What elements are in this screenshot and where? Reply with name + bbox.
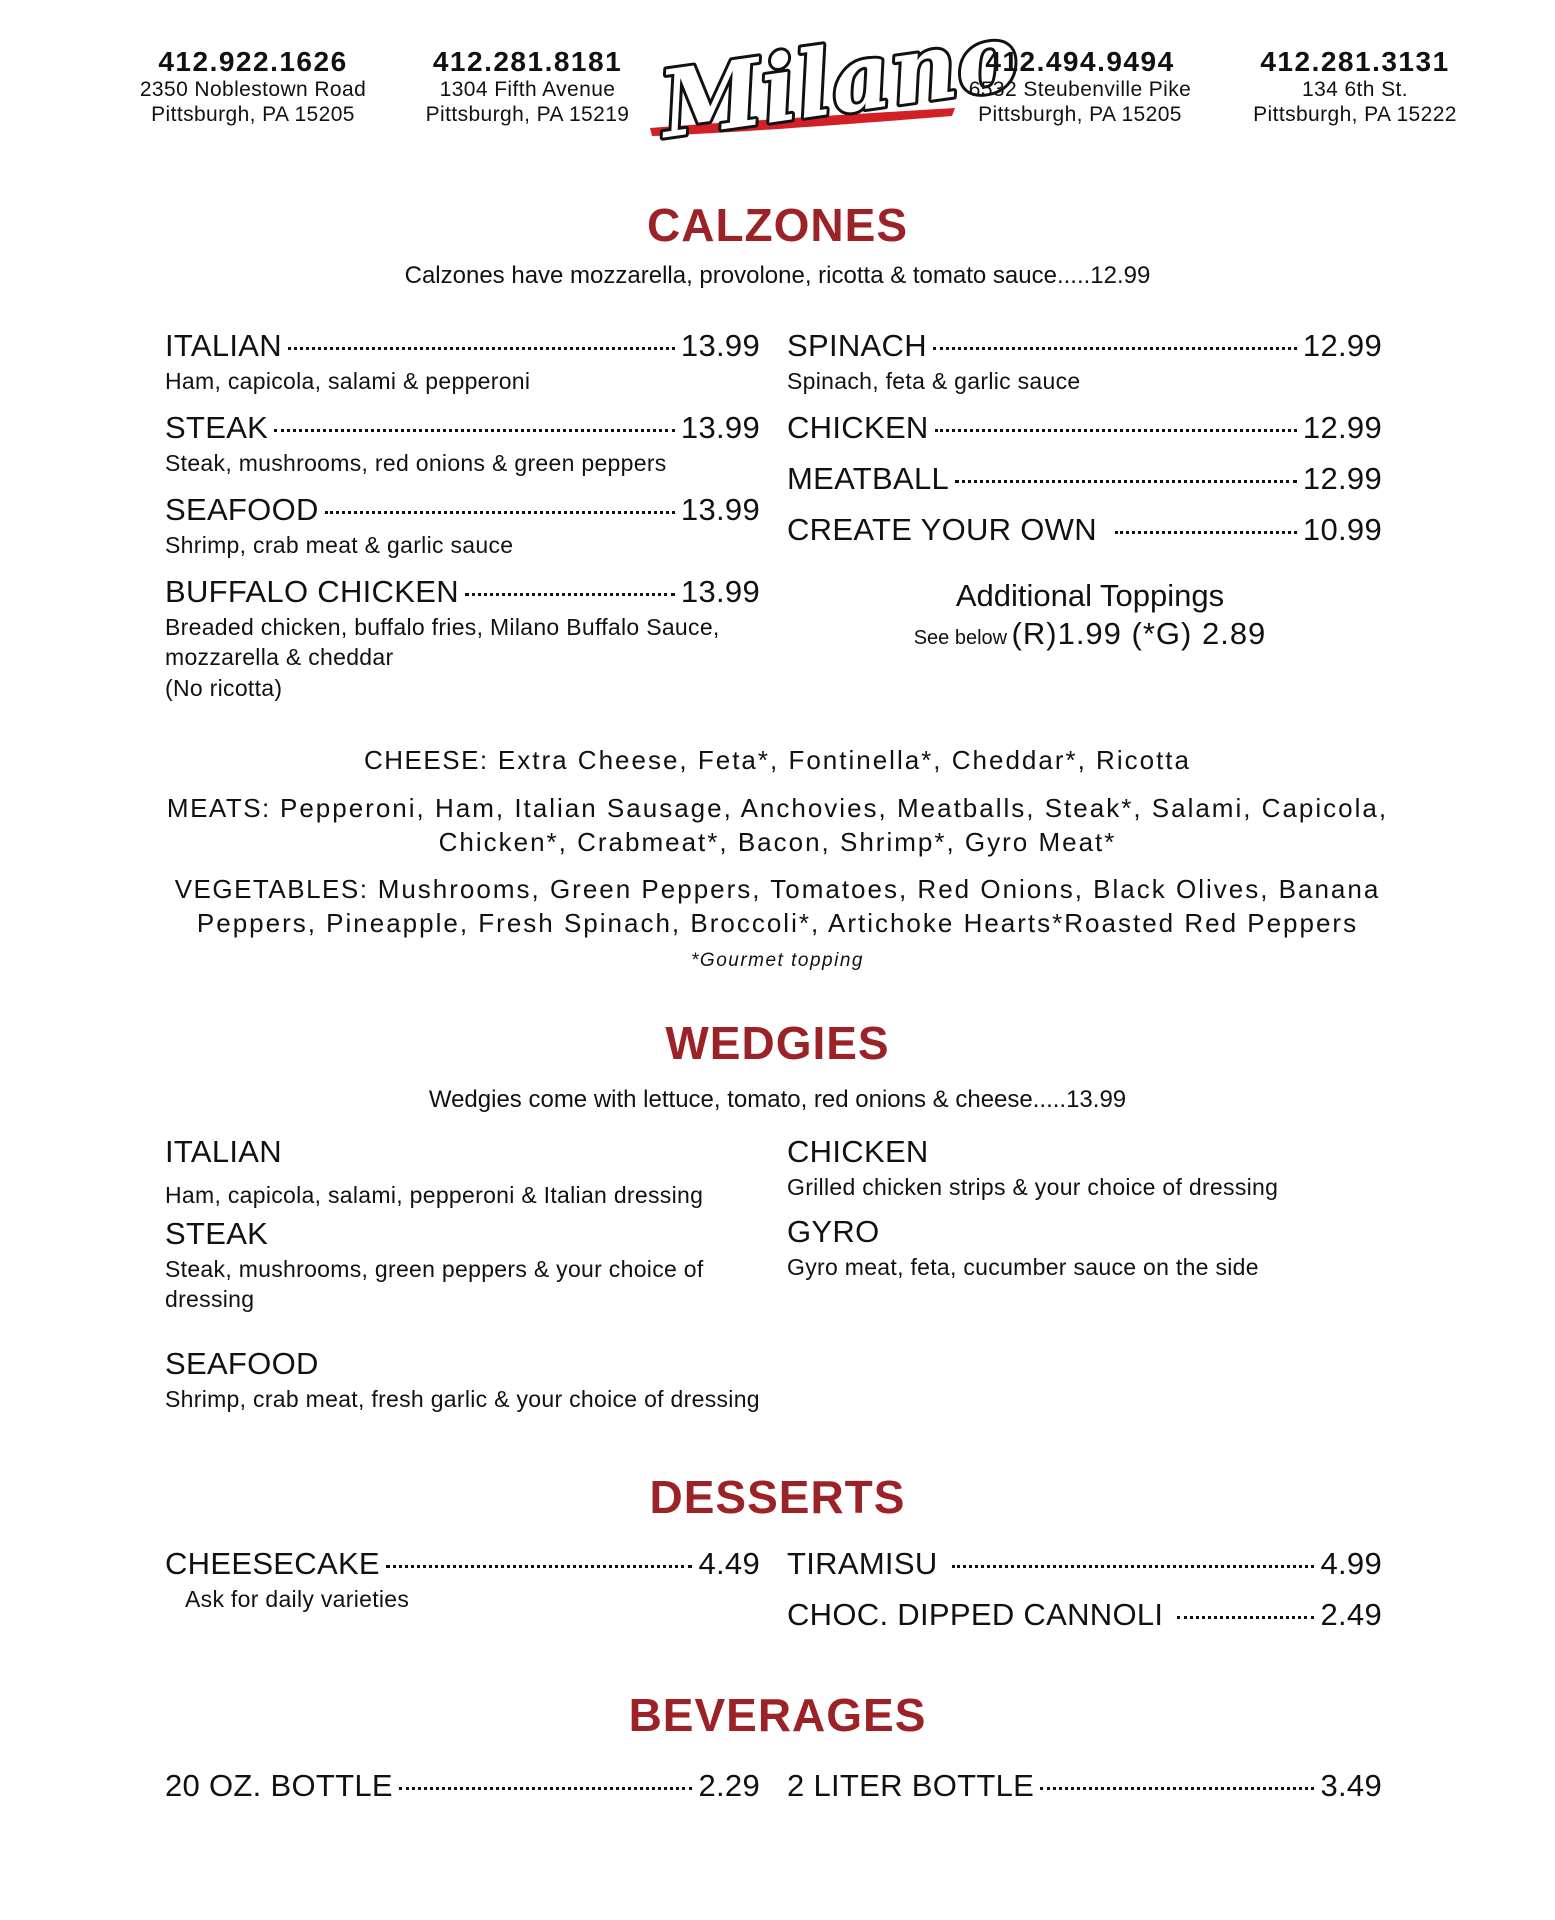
leader-dots	[274, 429, 675, 432]
topping-prices: (R)1.99 (*G) 2.89	[1011, 616, 1267, 651]
item-description: Shrimp, crab meat, fresh garlic & your choice of dressing	[165, 1386, 760, 1412]
location-street: 1304 Fifth Avenue	[439, 78, 616, 102]
location-street: 134 6th St.	[1302, 78, 1408, 102]
item-name: SPINACH	[787, 328, 927, 363]
location-phone[interactable]: 412.494.9494	[985, 46, 1175, 77]
item-name: CHICKEN	[787, 410, 929, 445]
leader-dots	[325, 511, 675, 514]
item-price: 13.99	[680, 328, 760, 363]
location-street: 2350 Noblestown Road	[139, 78, 367, 102]
item-price: 10.99	[1302, 512, 1382, 547]
menu-item-seafood-wedgie	[165, 1346, 805, 1414]
leader-dots	[952, 1565, 1315, 1568]
meats-label: MEATS:	[166, 793, 271, 823]
vegetable-toppings	[160, 873, 1395, 941]
item-name: ITALIAN	[165, 1134, 282, 1169]
menu-item-italian-wedgie	[165, 1134, 760, 1210]
location-street: 6532 Steubenville Pike	[968, 78, 1192, 102]
leader-dots	[1177, 1616, 1314, 1619]
location-city: Pittsburgh, PA 15219	[425, 102, 630, 126]
item-name: 2 LITER BOTTLE	[787, 1768, 1035, 1803]
item-description: dressing	[165, 1286, 255, 1313]
menu-item-tiramisu	[787, 1546, 1382, 1582]
logo-wordmark: Milano	[653, 2, 1025, 159]
item-price: 2.49	[1320, 1597, 1382, 1632]
vegetables-list: Mushrooms, Green Peppers, Tomatoes, Red Onions, Black Olives, Banana	[377, 874, 1381, 904]
leader-dots	[465, 593, 675, 596]
leader-dots	[935, 429, 1297, 432]
meats-list: Chicken*, Crabmeat*, Bacon, Shrimp*, Gyro Meat*	[438, 826, 1117, 857]
beverages-title: BEVERAGES	[628, 1689, 927, 1741]
menu-item-steak-calzone	[165, 410, 760, 478]
see-below-note: See below	[913, 627, 1008, 649]
item-name: STEAK	[165, 1216, 269, 1251]
item-price: 13.99	[680, 574, 760, 609]
item-description: Spinach, feta & garlic sauce	[787, 368, 1081, 394]
menu-item-seafood-calzone	[165, 492, 760, 560]
location-phone[interactable]: 412.281.8181	[432, 46, 623, 77]
location-6th-street	[1235, 46, 1475, 127]
item-name: SEAFOOD	[165, 492, 319, 527]
location-city: Pittsburgh, PA 15205	[978, 102, 1182, 126]
location-steubenville	[960, 46, 1200, 127]
item-name: SEAFOOD	[165, 1346, 319, 1381]
item-name: BUFFALO CHICKEN	[165, 574, 459, 609]
milano-logo	[640, 2, 1025, 165]
vegetables-label: VEGETABLES:	[174, 874, 369, 904]
item-description: Ham, capicola, salami & pepperoni	[165, 368, 531, 394]
item-price: 12.99	[1302, 461, 1382, 496]
item-description: mozzarella & cheddar	[165, 644, 394, 671]
cheese-list: Extra Cheese, Feta*, Fontinella*, Cheddar*, Ricotta	[497, 745, 1191, 775]
item-description: Breaded chicken, buffalo fries, Milano Buffalo Sauce,	[165, 614, 720, 640]
gourmet-note: *Gourmet topping	[691, 950, 864, 971]
additional-toppings-prices-line	[860, 616, 1320, 652]
cheese-toppings	[160, 744, 1395, 778]
leader-dots	[399, 1787, 693, 1790]
leader-dots	[288, 347, 675, 350]
item-description: Grilled chicken strips & your choice of dressing	[787, 1174, 1279, 1200]
menu-item-chicken-calzone	[787, 410, 1382, 446]
item-price: 12.99	[1302, 328, 1382, 363]
item-name: MEATBALL	[787, 461, 950, 496]
item-description: Shrimp, crab meat & garlic sauce	[165, 532, 514, 558]
item-description: Ham, capicola, salami, pepperoni & Italian dressing	[165, 1182, 704, 1208]
item-name: CHICKEN	[787, 1134, 929, 1169]
item-name: 20 OZ. BOTTLE	[165, 1768, 393, 1803]
item-price: 13.99	[680, 492, 760, 527]
meat-toppings	[160, 792, 1395, 860]
menu-item-20oz-bottle	[165, 1768, 760, 1804]
item-name: ITALIAN	[165, 328, 282, 363]
calzones-intro: Calzones have mozzarella, provolone, ricotta & tomato sauce.....12.99	[404, 262, 1151, 289]
leader-dots	[933, 347, 1297, 350]
item-name: CHOC. DIPPED CANNOLI	[787, 1597, 1164, 1632]
item-name: STEAK	[165, 410, 269, 445]
item-price: 13.99	[680, 410, 760, 445]
meats-list: Pepperoni, Ham, Italian Sausage, Anchovies, Meatballs, Steak*, Salami, Capicola,	[280, 793, 1389, 823]
menu-item-2-liter-bottle	[787, 1768, 1382, 1804]
item-description: Gyro meat, feta, cucumber sauce on the side	[787, 1254, 1259, 1280]
location-fifth-avenue	[420, 46, 635, 127]
menu-item-choc-dipped-cannoli	[787, 1597, 1382, 1633]
location-city: Pittsburgh, PA 15222	[1253, 102, 1457, 126]
menu-item-gyro-wedgie	[787, 1214, 1382, 1282]
item-price: 3.49	[1320, 1768, 1382, 1803]
location-phone[interactable]: 412.922.1626	[158, 46, 348, 77]
leader-dots	[386, 1565, 693, 1568]
item-name: TIRAMISU	[787, 1546, 938, 1581]
menu-item-cheesecake	[165, 1546, 760, 1614]
wedgies-title: WEDGIES	[665, 1017, 890, 1069]
menu-item-chicken-wedgie	[787, 1134, 1382, 1202]
leader-dots	[1115, 531, 1297, 534]
additional-toppings	[860, 578, 1320, 652]
calzones-title: CALZONES	[647, 199, 908, 251]
item-price: 2.29	[698, 1768, 760, 1803]
location-phone[interactable]: 412.281.3131	[1260, 46, 1450, 77]
item-description: (No ricotta)	[165, 674, 283, 701]
item-price: 4.49	[698, 1546, 760, 1581]
cheese-label: CHEESE:	[364, 745, 489, 775]
item-price: 4.99	[1320, 1546, 1382, 1581]
leader-dots	[955, 480, 1297, 483]
desserts-title: DESSERTS	[649, 1471, 906, 1523]
additional-toppings-title: Additional Toppings	[955, 578, 1225, 613]
menu-item-steak-wedgie	[165, 1216, 760, 1315]
item-description: Ask for daily varieties	[185, 1586, 410, 1612]
location-noblestown	[128, 46, 378, 127]
item-description: Steak, mushrooms, green peppers & your choice of	[165, 1256, 704, 1282]
item-price: 12.99	[1302, 410, 1382, 445]
menu-item-italian-calzone	[165, 328, 760, 396]
item-description: Steak, mushrooms, red onions & green peppers	[165, 450, 667, 476]
location-city: Pittsburgh, PA 15205	[151, 102, 355, 126]
item-name: CREATE YOUR OWN	[787, 512, 1097, 547]
leader-dots	[1040, 1787, 1314, 1790]
menu-item-create-your-own-calzone	[787, 512, 1382, 548]
wedgies-intro: Wedgies come with lettuce, tomato, red onions & cheese.....13.99	[428, 1086, 1127, 1113]
menu-item-buffalo-chicken-calzone	[165, 574, 760, 703]
item-name: GYRO	[787, 1214, 880, 1249]
vegetables-list: Peppers, Pineapple, Fresh Spinach, Broccoli*, Artichoke Hearts*Roasted Red Peppers	[196, 907, 1359, 938]
menu-item-spinach-calzone	[787, 328, 1382, 396]
item-name: CHEESECAKE	[165, 1546, 380, 1581]
menu-item-meatball-calzone	[787, 461, 1382, 497]
